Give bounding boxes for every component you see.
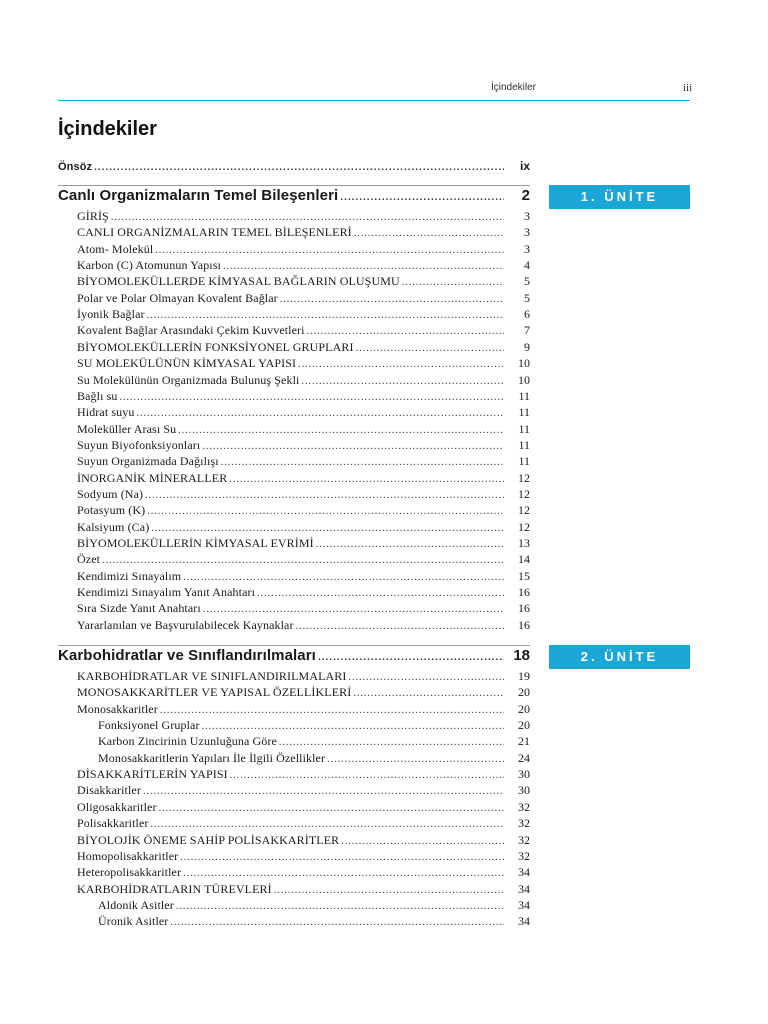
toc-entry-page: 16 (518, 601, 530, 616)
dot-leader (94, 160, 504, 176)
toc-entry-page: 4 (524, 258, 530, 273)
toc-entry[interactable] (77, 881, 530, 897)
toc-entry[interactable] (77, 600, 530, 616)
toc-entry-label: Sodyum (Na) (77, 486, 144, 501)
toc-entry-label: İyonik Bağlar (77, 307, 145, 322)
toc-entry-page: 34 (518, 881, 530, 896)
unit-tab: 2. ÜNİTE (549, 645, 690, 669)
toc-entry-label: Kendimizi Sınayalım (77, 568, 182, 583)
toc-entry-preface[interactable] (58, 158, 530, 174)
toc-entry-label: BİYOMOLEKÜLLERİN FONKSİYONEL GRUPLARI (77, 339, 354, 354)
toc-entry-label: İNORGANİK MİNERALLER (77, 470, 228, 485)
toc-entry-page: 11 (518, 437, 530, 452)
toc-entry-label: Karbon Zincirinin Uzunluğuna Göre (98, 734, 277, 749)
toc-entry[interactable] (77, 832, 530, 848)
toc-entry-page: 24 (518, 750, 530, 765)
toc-entry-label: Heteropolisakkaritler (77, 865, 182, 880)
toc-entry[interactable] (77, 241, 530, 257)
toc-entry-page: ix (519, 159, 530, 173)
toc-entry-label: Üronik Asitler (98, 914, 169, 929)
toc-entry-page: 16 (518, 617, 530, 632)
toc-entry[interactable] (77, 404, 530, 420)
toc-entry-label: BİYOMOLEKÜLLERDE KİMYASAL BAĞLARIN OLUŞUMU (77, 274, 400, 289)
toc-entry-page: 30 (518, 783, 530, 798)
toc-entry-label: Monosakkaritler (77, 701, 158, 716)
toc-entry-label: Polar ve Polar Olmayan Kovalent Bağlar (77, 290, 278, 305)
toc-entry[interactable] (77, 551, 530, 567)
toc-entry-page: 12 (518, 503, 530, 518)
toc-entry-label: Polisakkaritler (77, 816, 149, 831)
toc-entry-label: CANLI ORGANİZMALARIN TEMEL BİLEŞENLERİ (77, 225, 352, 240)
toc-entry-page: 11 (518, 388, 530, 403)
toc-entry-page: 11 (518, 421, 530, 436)
toc-entry-page: 11 (518, 405, 530, 420)
running-head-page-number: iii (683, 82, 693, 94)
toc-entry-label: Potasyum (K) (77, 503, 146, 518)
toc-entry[interactable] (77, 668, 530, 684)
toc-entry-page: 20 (518, 685, 530, 700)
toc-entry-page: 3 (524, 209, 530, 223)
dot-leader (170, 915, 504, 931)
toc-entry-page: 5 (524, 274, 530, 289)
toc-chapter-heading[interactable] (58, 646, 530, 666)
toc-entry-label: Suyun Biyofonksiyonları (77, 437, 201, 452)
chapter-page: 18 (513, 647, 530, 664)
dot-leader (340, 188, 504, 208)
toc-entry-page: 20 (518, 718, 530, 733)
toc-entry[interactable] (77, 453, 530, 469)
toc-entry-label: Yararlanılan ve Başvurulabilecek Kaynaklar (77, 617, 294, 632)
toc-entry-page: 11 (518, 454, 530, 469)
toc-entry-label: BİYOLOJİK ÖNEME SAHİP POLİSAKKARİTLER (77, 832, 340, 847)
toc-entry-page: 15 (518, 568, 530, 583)
toc-entry-label: DİSAKKARİTLERİN YAPISI (77, 767, 228, 782)
toc-entry[interactable] (77, 766, 530, 782)
chapter-page: 2 (521, 187, 530, 204)
toc-entry[interactable] (77, 617, 530, 633)
toc-entry-page: 34 (518, 897, 530, 912)
toc-entry[interactable] (98, 750, 530, 766)
toc-entry-page: 12 (518, 519, 530, 534)
toc-entry-label: Disakkaritler (77, 783, 141, 798)
toc-entry-page: 32 (518, 832, 530, 847)
running-head (0, 82, 768, 96)
header-rule (58, 100, 690, 101)
toc-entry[interactable] (77, 388, 530, 404)
toc-entry-label: Moleküller Arası Su (77, 421, 177, 436)
toc-entry-label: Suyun Organizmada Dağılışı (77, 454, 219, 469)
toc-entry[interactable] (77, 208, 530, 224)
toc-entry-page: 3 (524, 241, 530, 256)
toc-entry[interactable] (77, 568, 530, 584)
toc-entry[interactable] (98, 717, 530, 733)
toc-entry-label: Fonksiyonel Gruplar (98, 718, 200, 733)
toc-entry-label: Özet (77, 552, 101, 567)
toc-entry[interactable] (77, 290, 530, 306)
toc-entry-label: Kalsiyum (Ca) (77, 519, 150, 534)
toc-entry[interactable] (77, 535, 530, 551)
toc-entry-page: 34 (518, 914, 530, 929)
toc-entry-label: Monosakkaritlerin Yapıları İle İlgili Özellikler (98, 750, 326, 765)
toc-entry[interactable] (77, 421, 530, 437)
toc-entry-page: 3 (524, 225, 530, 240)
toc-entry[interactable] (98, 733, 530, 749)
toc-chapter-heading[interactable] (58, 186, 530, 206)
chapter-label: Karbohidratlar ve Sınıflandırılmaları (58, 647, 316, 664)
toc-entry[interactable] (77, 339, 530, 355)
toc-entry[interactable] (77, 355, 530, 371)
toc-entry-label: SU MOLEKÜLÜNÜN KİMYASAL YAPISI (77, 356, 297, 371)
toc-entry-page: 32 (518, 848, 530, 863)
toc-entry-page: 12 (518, 470, 530, 485)
toc-entry-page: 14 (518, 552, 530, 567)
toc-entry-label: Sıra Sizde Yanıt Anahtarı (77, 601, 201, 616)
toc-entry-page: 32 (518, 799, 530, 814)
toc-entry-page: 5 (524, 290, 530, 305)
toc-entry[interactable] (77, 502, 530, 518)
toc-entry-label: Aldonik Asitler (98, 897, 174, 912)
toc-entry-label: BİYOMOLEKÜLLERİN KİMYASAL EVRİMİ (77, 536, 314, 550)
toc-entry[interactable] (77, 372, 530, 388)
toc-entry[interactable] (77, 848, 530, 864)
toc-entry-label: Kovalent Bağlar Arasındaki Çekim Kuvvetleri (77, 323, 305, 338)
toc-entry[interactable] (77, 701, 530, 717)
toc-entry-page: 20 (518, 701, 530, 716)
toc-entry-label: Bağlı su (77, 388, 118, 403)
toc-entry-label: Önsöz (58, 161, 93, 173)
toc-entry[interactable] (77, 470, 530, 486)
toc-entry[interactable] (77, 486, 530, 502)
running-head-title: İçindekiler (490, 82, 536, 93)
toc-entry-page: 21 (518, 734, 530, 749)
toc-entry-label: KARBOHİDRATLAR VE SINIFLANDIRILMALARI (77, 669, 347, 683)
toc-entry[interactable] (77, 322, 530, 338)
toc-entry[interactable] (98, 897, 530, 913)
toc-entry-label: Su Molekülünün Organizmada Bulunuş Şekli (77, 372, 300, 387)
toc-entry-page: 32 (518, 816, 530, 831)
toc-entry-page: 19 (518, 669, 530, 683)
toc-entry[interactable] (77, 306, 530, 322)
toc-entry-label: Oligosakkaritler (77, 799, 157, 814)
toc-entry[interactable] (77, 584, 530, 600)
toc-entry-page: 10 (518, 372, 530, 387)
dot-leader (318, 648, 504, 668)
toc-entry[interactable] (77, 799, 530, 815)
toc-entry-page: 13 (518, 536, 530, 550)
toc-title: İçindekiler (58, 118, 157, 140)
toc-entry[interactable] (77, 224, 530, 240)
toc-entry[interactable] (77, 864, 530, 880)
toc-entry-label: Karbon (C) Atomunun Yapısı (77, 258, 221, 273)
toc-entry-page: 7 (524, 323, 530, 338)
dot-leader (296, 619, 504, 635)
toc-entry[interactable] (77, 257, 530, 273)
toc-entry-label: MONOSAKKARİTLER VE YAPISAL ÖZELLİKLERİ (77, 685, 352, 700)
toc-entry[interactable] (98, 913, 530, 929)
toc-entry-label: Atom- Molekül (77, 241, 154, 256)
toc-entry-page: 16 (518, 585, 530, 600)
toc-entry[interactable] (77, 437, 530, 453)
toc-entry-page: 34 (518, 865, 530, 880)
chapter-label: Canlı Organizmaların Temel Bileşenleri (58, 187, 339, 204)
toc-entry-page: 10 (518, 356, 530, 371)
toc-entry-label: Hidrat suyu (77, 405, 135, 420)
toc-entry-label: KARBOHİDRATLARIN TÜREVLERİ (77, 881, 272, 896)
toc-entry-page: 6 (524, 307, 530, 322)
toc-entry-page: 9 (524, 339, 530, 354)
toc-entry[interactable] (77, 782, 530, 798)
toc-entry-label: Kendimizi Sınayalım Yanıt Anahtarı (77, 585, 256, 600)
toc-entry[interactable] (77, 519, 530, 535)
toc-entry-page: 12 (518, 486, 530, 501)
toc-entry-page: 30 (518, 767, 530, 782)
toc-entry[interactable] (77, 815, 530, 831)
toc-entry[interactable] (77, 273, 530, 289)
toc-entry[interactable] (77, 684, 530, 700)
toc-entry-label: GİRİŞ (77, 209, 109, 223)
unit-tab: 1. ÜNİTE (549, 185, 690, 209)
toc-entry-label: Homopolisakkaritler (77, 848, 179, 863)
